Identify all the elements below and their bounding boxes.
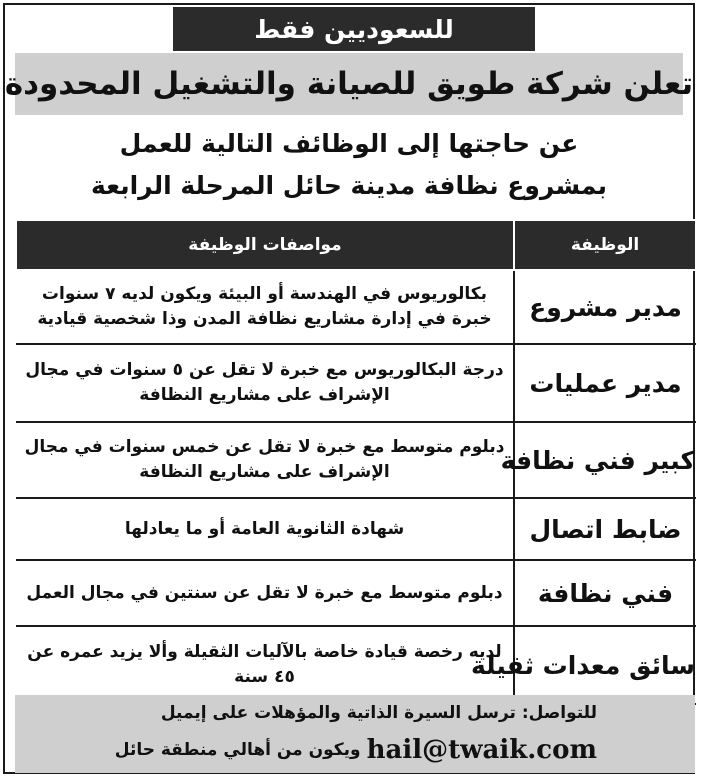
residency-requirement: ويكون من أهالي منطقة حائل bbox=[114, 740, 361, 760]
job-description: دبلوم متوسط مع خبرة لا تقل عن خمس سنوات في مجال الإشراف على مشاريع النظافة bbox=[16, 422, 514, 498]
contact-email-line bbox=[115, 735, 597, 765]
job-title: مدير مشروع bbox=[514, 270, 696, 344]
job-title: ضابط اتصال bbox=[514, 498, 696, 560]
job-description: شهادة الثانوية العامة أو ما يعادلها bbox=[16, 498, 514, 560]
job-description: لديه رخصة قيادة خاصة بالآليات الثقيلة وألا يزيد عمره عن ٤٥ سنة bbox=[16, 626, 514, 704]
job-description: بكالوريوس في الهندسة أو البيئة ويكون لديه ٧ سنوات خبرة في إدارة مشاريع نظافة المدن وذا شخصية قيادية bbox=[16, 270, 514, 344]
jobs-table bbox=[15, 219, 697, 705]
job-description: دبلوم متوسط مع خبرة لا تقل عن سنتين في مجال العمل bbox=[16, 560, 514, 626]
intro-text bbox=[15, 123, 683, 209]
table-row bbox=[16, 344, 696, 422]
saudis-only-banner: للسعوديين فقط bbox=[173, 7, 535, 51]
table-row bbox=[16, 626, 696, 704]
company-announcement: تعلن شركة طويق للصيانة والتشغيل المحدودة bbox=[15, 53, 683, 115]
header-job: الوظيفة bbox=[514, 220, 696, 270]
job-title: سائق معدات ثقيلة bbox=[514, 626, 696, 704]
contact-instructions: للتواصل: ترسل السيرة الذاتية والمؤهلات على إيميل bbox=[160, 703, 597, 723]
table-row bbox=[16, 498, 696, 560]
job-title: كبير فني نظافة bbox=[514, 422, 696, 498]
intro-line-2: بمشروع نظافة مدينة حائل المرحلة الرابعة bbox=[90, 171, 608, 200]
job-description: درجة البكالوريوس مع خبرة لا تقل عن ٥ سنوات في مجال الإشراف على مشاريع النظافة bbox=[16, 344, 514, 422]
job-title: مدير عمليات bbox=[514, 344, 696, 422]
table-row bbox=[16, 560, 696, 626]
contact-email[interactable]: hail@twaik.com bbox=[366, 735, 597, 765]
job-ad bbox=[3, 3, 695, 774]
contact-box bbox=[15, 695, 695, 773]
job-title: فني نظافة bbox=[514, 560, 696, 626]
header-specs: مواصفات الوظيفة bbox=[16, 220, 514, 270]
table-row bbox=[16, 270, 696, 344]
table-row bbox=[16, 422, 696, 498]
table-header-row bbox=[16, 220, 696, 270]
intro-line-1: عن حاجتها إلى الوظائف التالية للعمل bbox=[119, 129, 579, 158]
